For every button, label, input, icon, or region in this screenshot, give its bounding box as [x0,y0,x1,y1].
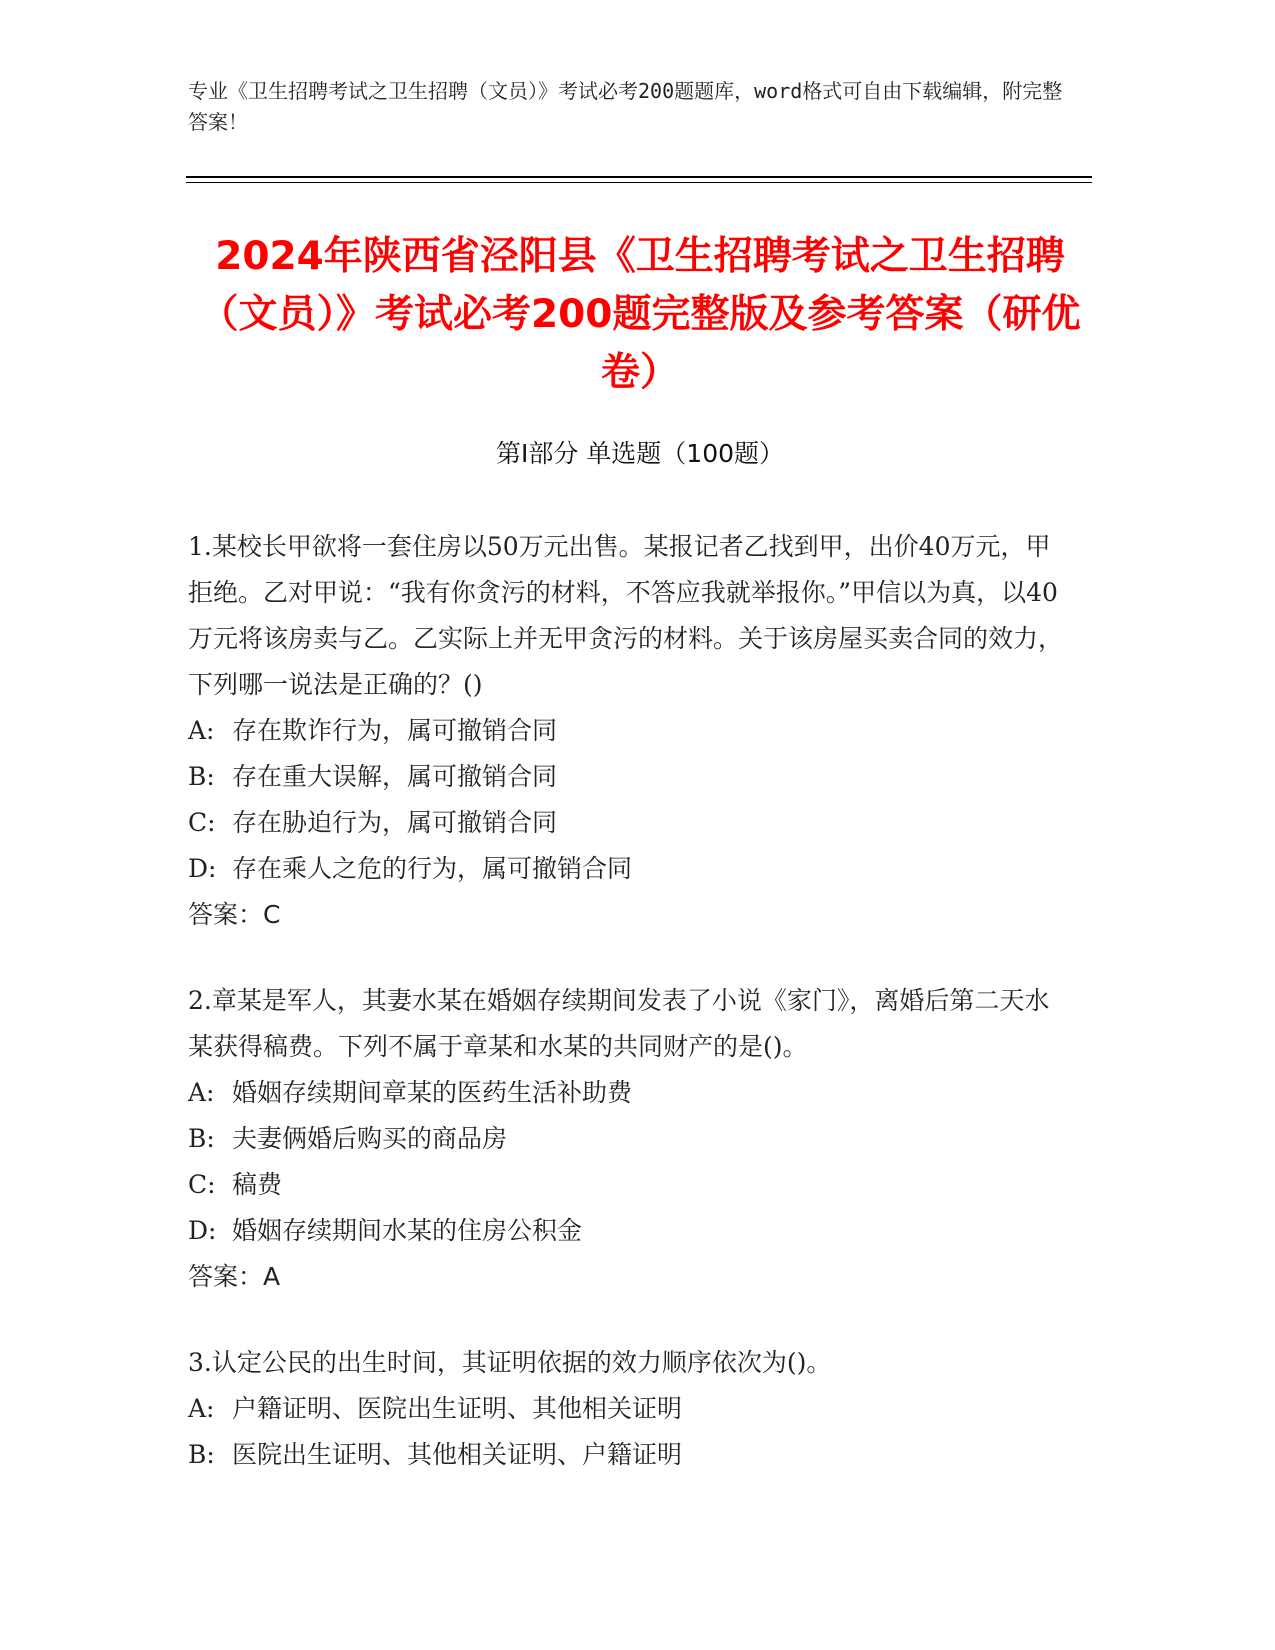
answer: 答案：C [188,900,281,929]
option-b [188,754,1068,800]
option-label: D: [188,1216,217,1245]
option-text: 户籍证明、医院出生证明、其他相关证明 [232,1394,683,1423]
option-text: 存在重大误解，属可撤销合同 [232,762,558,791]
option-text: 存在胁迫行为，属可撤销合同 [232,808,558,837]
question-1 [188,524,1068,938]
option-d [188,1208,1068,1254]
option-label: D: [188,854,217,883]
option-text: 稿费 [232,1170,283,1199]
option-label: C: [188,808,216,837]
option-label: B: [188,762,215,791]
option-b [188,1116,1068,1162]
question-3 [188,1340,1068,1478]
option-c [188,800,1068,846]
option-text: 存在乘人之危的行为，属可撤销合同 [232,854,633,883]
option-b [188,1432,1068,1478]
option-a [188,1070,1068,1116]
answer: 答案：A [188,1262,281,1291]
option-label: A: [188,1078,215,1107]
question-stem: 1.某校长甲欲将一套住房以50万元出售。某报记者乙找到甲，出价40万元，甲拒绝。乙对甲说：“我有你贪污的材料，不答应我就举报你。”甲信以为真，以40万元将该房卖与乙。乙实际上并无甲贪污的材料。关于该房屋买卖合同的效力，下列哪一说法是正确的？() [188,532,1064,699]
header-rule-thick [186,176,1092,178]
option-c [188,1162,1068,1208]
option-text: 婚姻存续期间章某的医药生活补助费 [232,1078,633,1107]
option-d [188,846,1068,892]
option-label: B: [188,1440,215,1469]
header-rule-thin [186,182,1092,183]
option-label: A: [188,1394,215,1423]
option-text: 存在欺诈行为，属可撤销合同 [232,716,558,745]
option-text: 夫妻俩婚后购买的商品房 [232,1124,508,1153]
option-text: 婚姻存续期间水某的住房公积金 [232,1216,583,1245]
document-title: 2024年陕西省泾阳县《卫生招聘考试之卫生招聘（文员）》考试必考200题完整版及参考答案（研优卷） [199,234,1081,395]
option-a [188,1386,1068,1432]
option-text: 医院出生证明、其他相关证明、户籍证明 [232,1440,683,1469]
question-stem: 2.章某是军人，其妻水某在婚姻存续期间发表了小说《家门》，离婚后第二天水某获得稿费。下列不属于章某和水某的共同财产的是()。 [188,986,1050,1061]
option-label: B: [188,1124,215,1153]
question-2 [188,978,1068,1300]
section-heading: 第Ⅰ部分 单选题（100题） [495,439,785,468]
option-a [188,708,1068,754]
question-list [188,524,1068,1478]
option-label: C: [188,1170,216,1199]
header-note: 专业《卫生招聘考试之卫生招聘（文员）》考试必考200题题库，word格式可自由下载编辑，附完整答案！ [188,79,1063,134]
option-label: A: [188,716,215,745]
question-stem: 3.认定公民的出生时间，其证明依据的效力顺序依次为()。 [188,1348,832,1377]
